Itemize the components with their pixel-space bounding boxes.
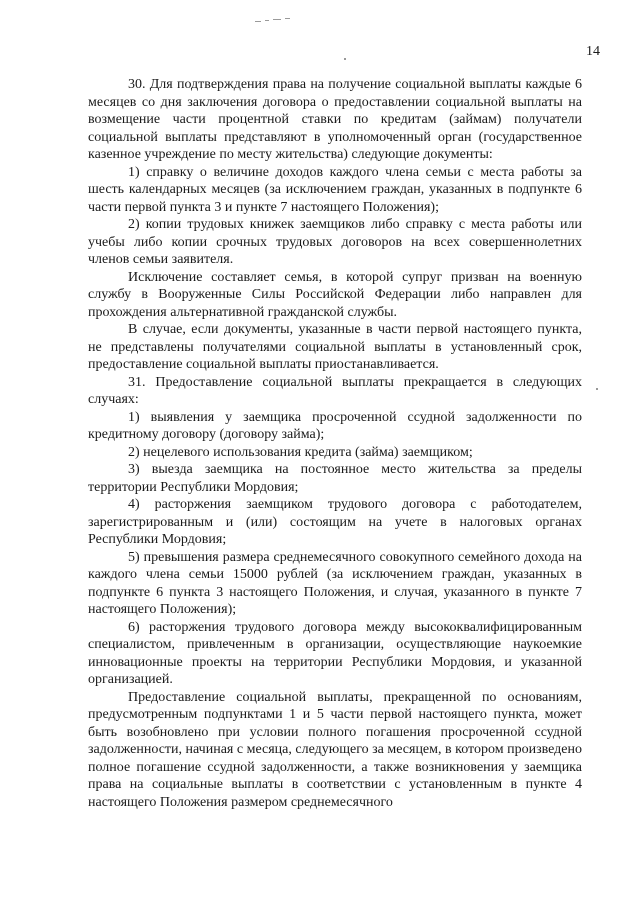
- paragraph: Исключение составляет семья, в которой супруг призван на военную службу в Вооруженные Силы Российской Федерации либо направлен для прохождения альтернативной гражданской службы.: [88, 269, 582, 320]
- paragraph: В случае, если документы, указанные в части первой настоящего пункта, не представлены получателями социальной выплаты в установленный срок, предоставление социальной выплаты приостанавливается.: [88, 322, 582, 372]
- page-number: 14: [586, 44, 600, 59]
- paragraph-30-intro: 30. Для подтверждения права на получение социальной выплаты каждые 6 месяцев со дня заключения договора о предоставлении социальной выплаты на возмещение части процентной ставки по кредитам (займам) получатели социальной выплаты представляют в уполномоченный орган (государственное казенное учреждение по месту жительства) следующие документы:: [88, 77, 582, 162]
- list-item: 4) расторжения заемщиком трудового договора с работодателем, зарегистрированным и (или) состоящим на учете в налоговых органах Республики Мордовия;: [88, 497, 582, 547]
- scan-artifact: [255, 18, 295, 24]
- scan-dot: [596, 388, 598, 390]
- scan-dot: [344, 58, 346, 60]
- list-item: 6) расторжения трудового договора между высококвалифицированным специалистом, привлеченным в организации, осуществляющие наукоемкие инновационные проекты на территории Республики Мордовия, и указанной организацией.: [88, 619, 582, 687]
- list-item: 1) справку о величине доходов каждого члена семьи с места работы за шесть календарных месяцев (за исключением граждан, указанных в подпункте 6 части первой пункта 3 и пункте 7 настоящего Положения);: [88, 164, 582, 215]
- list-item: 2) нецелевого использования кредита (займа) заемщиком;: [128, 444, 473, 460]
- paragraph-31-intro: 31. Предоставление социальной выплаты прекращается в следующих случаях:: [88, 374, 582, 407]
- list-item: 3) выезда заемщика на постоянное место жительства за пределы территории Республики Мордовия;: [88, 462, 582, 495]
- paragraph: Предоставление социальной выплаты, прекращенной по основаниям, предусмотренным подпунктами 1 и 5 части первой настоящего пункта, может быть возобновлено при условии полного погашения просроченной ссудной задолженности, начиная с месяца, следующего за месяцем, в котором произведено полное погашение ссудной задолженности, а также возникновения у заемщика права на социальные выплаты в соответствии с установленным в пункте 4 настоящего Положения размером среднемесячного: [88, 689, 582, 810]
- document-body: [88, 76, 582, 811]
- list-item: 1) выявления у заемщика просроченной ссудной задолженности по кредитному договору (договору займа);: [88, 409, 582, 442]
- list-item: 2) копии трудовых книжек заемщиков либо справку с места работы или учебы либо копии срочных трудовых договоров на всех совершеннолетних членов семьи заявителя.: [88, 217, 582, 267]
- list-item: 5) превышения размера среднемесячного совокупного семейного дохода на каждого члена семьи 15000 рублей (за исключением граждан, указанных в подпункте 6 пункта 3 настоящего Положения, и случая, указанного в пункте 7 настоящего Положения);: [88, 549, 582, 617]
